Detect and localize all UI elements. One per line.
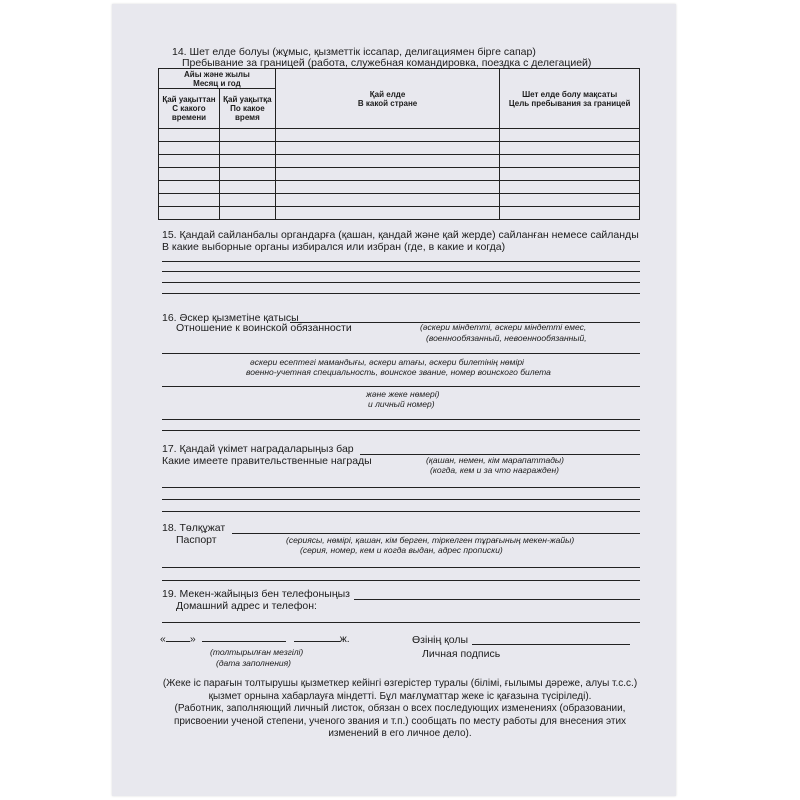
s19-line-1[interactable] [162,622,640,623]
date-hint-ru: (дата заполнения) [216,658,292,668]
abroad-table [158,68,640,220]
col-country: Қай елде В какой стране [275,69,499,129]
s17-title-kz: 17. Қандай үкімет наградаларыңыз бар [162,443,354,455]
s16-hint1-kz: (әскери міндетті, әскери міндетті емес, [420,322,587,332]
s16-hint1-ru: (военнообязанный, невоеннообязанный, [426,333,587,343]
table-row[interactable] [159,207,640,220]
s16-line-2[interactable] [162,386,640,387]
s16-hint3-kz: және жеке нөмері) [366,389,440,399]
date-hint-kz: (толтырылған мезгілі) [210,647,304,657]
s18-title-kz: 18. Төлқұжат [162,522,226,534]
col-purpose: Шет елде болу мақсаты Цель пребывания за границей [500,69,640,129]
note-kz: (Жеке іс парағын толтырушы қызметкер кейінгі өзгерістер туралы (білімі, ғылымы дәреже, алуы т.с.с.) қызмет орнына хабарлауға міндетті. Бұл мағлұматтар жеке іс қағазына түсіріледі). [162,678,638,702]
s18-hint-kz: (сериясы, нөмірі, қашан, кім берген, тіркелген тұрағының мекен-жайы) [286,535,575,545]
s18-line-2[interactable] [162,580,640,581]
s15-title-ru: В какие выборные органы избирался или избран (где, в какие и когда) [162,241,506,253]
col-from: Қай уақыттан С какого времени [159,89,220,129]
table-row[interactable] [159,155,640,168]
table-row[interactable] [159,168,640,181]
s16-hint2-ru: военно-учетная специальность, воинское звание, номер воинского билета [246,367,551,377]
col-to: Қай уақытқа По какое время [219,89,275,129]
s19-title-kz: 19. Мекен-жайыңыз бен телефоныңыз [162,588,351,600]
s15-line-3[interactable] [162,282,640,283]
s16-hint3-ru: и личный номер) [368,399,435,409]
s16-title-kz: 16. Әскер қызметіне қатысы [162,312,299,324]
s17-hint-kz: (қашан, немен, кім марапаттады) [426,455,565,465]
s17-line-1[interactable] [162,487,640,488]
s16-title-ru: Отношение к воинской обязанности [176,322,352,334]
s15-line-2[interactable] [162,271,640,272]
signature-label-ru: Личная подпись [422,648,501,660]
table-row[interactable] [159,129,640,142]
s16-line-4[interactable] [162,430,640,431]
s17-title-ru: Какие имеете правительственные награды [162,455,372,467]
signature-line[interactable] [472,644,630,645]
s17-line-2[interactable] [162,499,640,500]
s19-title-ru: Домашний адрес и телефон: [176,600,317,612]
s14-title-kz: 14. Шет елде болуы (жұмыс, қызметтік іссапар, делигациямен бірге сапар) [172,46,536,58]
s16-line-3[interactable] [162,419,640,420]
s15-title-kz: 15. Қандай сайланбалы органдарға (қашан, қандай және қай жерде) сайланған немесе сайланды [162,229,639,241]
s16-hint2-kz: әскери есептегі мамандығы, әскери атағы, әскери билетінің нөмірі [250,357,524,367]
s17-hint-ru: (когда, кем и за что награжден) [430,465,559,475]
s15-line-4[interactable] [162,293,640,294]
table-row[interactable] [159,142,640,155]
s18-line-1[interactable] [162,567,640,568]
s18-title-ru: Паспорт [176,534,217,546]
s17-line-3[interactable] [162,511,640,512]
note-ru: (Работник, заполняющий личный листок, обязан о всех последующих изменениях (образовании, присвоении ученой степени, ученого звания и т.п.) сообщать по месту работы для внесения этих изменений в его личное дело). [173,703,627,739]
s18-line-title[interactable] [232,533,640,534]
table-row[interactable] [159,181,640,194]
table-row[interactable] [159,194,640,207]
s15-line-1[interactable] [162,261,640,262]
s19-line-title[interactable] [354,599,640,600]
col-month-year: Айы және жылы Месяц и год [159,69,276,89]
signature-label-kz: Өзінің қолы [412,634,469,646]
s16-line-1[interactable] [162,353,640,354]
s18-hint-ru: (серия, номер, кем и когда выдан, адрес прописки) [300,545,503,555]
s14-title-ru: Пребывание за границей (работа, служебная командировка, поездка с делегацией) [182,57,592,69]
fill-date-field[interactable]: « » ж. [160,633,350,645]
